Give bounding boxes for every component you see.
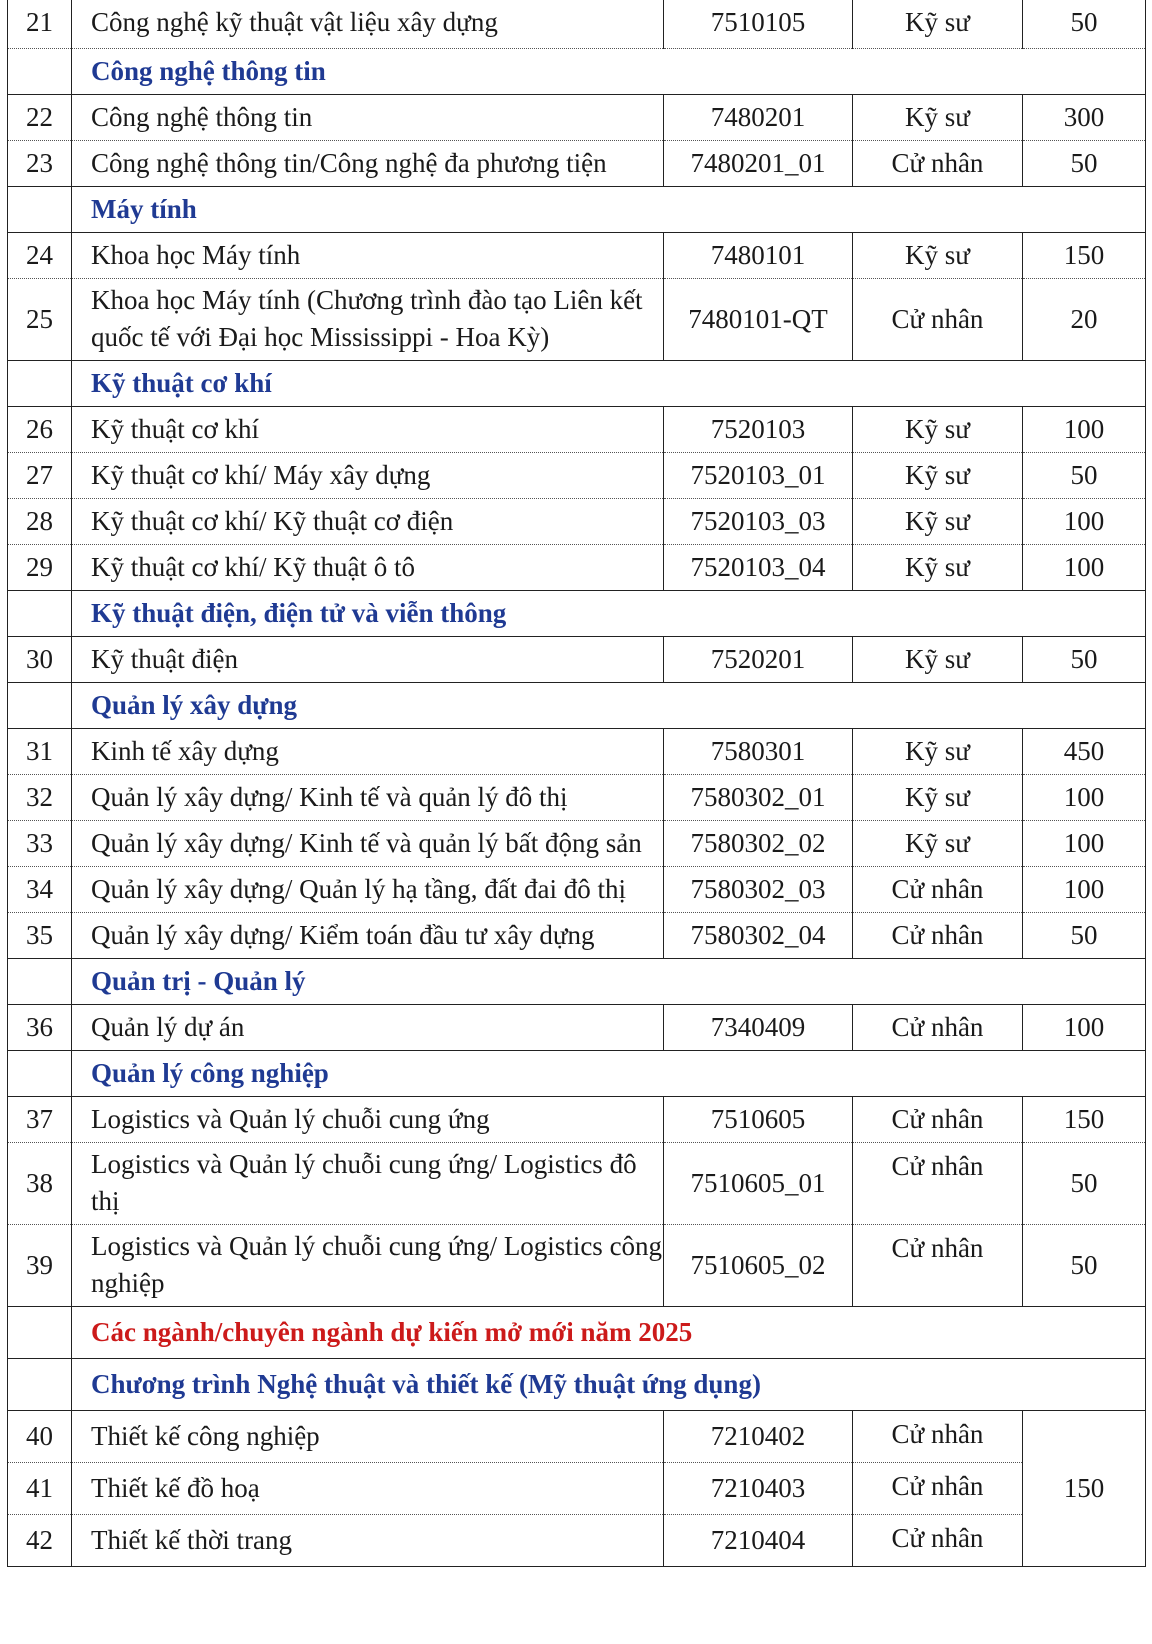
major-name: Quản lý dự án (72, 1004, 664, 1050)
major-code: 7480101-QT (664, 278, 853, 360)
degree-type: Kỹ sư (853, 452, 1023, 498)
major-code: 7510605_01 (664, 1142, 853, 1224)
quota-value: 100 (1023, 498, 1146, 544)
section-header-row (8, 682, 1146, 728)
degree-type: Cử nhân (853, 1514, 1023, 1566)
major-code: 7210402 (664, 1410, 853, 1462)
row-number: 42 (8, 1514, 72, 1566)
major-code: 7340409 (664, 1004, 853, 1050)
table-row (8, 636, 1146, 682)
major-code: 7520201 (664, 636, 853, 682)
degree-type: Kỹ sư (853, 774, 1023, 820)
major-name: Kỹ thuật điện (72, 636, 664, 682)
table-row (8, 1142, 1146, 1224)
major-name: Kỹ thuật cơ khí (72, 406, 664, 452)
major-name: Quản lý xây dựng/ Kiểm toán đầu tư xây dựng (72, 912, 664, 958)
major-code: 7210403 (664, 1462, 853, 1514)
degree-type: Kỹ sư (853, 636, 1023, 682)
row-number: 32 (8, 774, 72, 820)
major-name: Kỹ thuật cơ khí/ Kỹ thuật ô tô (72, 544, 664, 590)
section-header-row (8, 1050, 1146, 1096)
table-row (8, 0, 1146, 48)
major-name: Quản lý xây dựng/ Kinh tế và quản lý bất động sản (72, 820, 664, 866)
degree-type: Cử nhân (853, 1410, 1023, 1462)
major-code: 7580302_02 (664, 820, 853, 866)
degree-type: Cử nhân (853, 1462, 1023, 1514)
row-number: 27 (8, 452, 72, 498)
row-number: 29 (8, 544, 72, 590)
section-title: Quản trị - Quản lý (72, 958, 1146, 1004)
major-code: 7480101 (664, 232, 853, 278)
table-row (8, 728, 1146, 774)
degree-type: Kỹ sư (853, 820, 1023, 866)
row-number: 34 (8, 866, 72, 912)
major-name: Quản lý xây dựng/ Quản lý hạ tầng, đất đai đô thị (72, 866, 664, 912)
row-number: 37 (8, 1096, 72, 1142)
degree-type: Cử nhân (853, 1004, 1023, 1050)
row-number: 40 (8, 1410, 72, 1462)
row-number: 21 (8, 0, 72, 48)
row-number: 33 (8, 820, 72, 866)
section-title-new-programs: Các ngành/chuyên ngành dự kiến mở mới năm 2025 (72, 1306, 1146, 1358)
major-code: 7580302_04 (664, 912, 853, 958)
section-header-row (8, 590, 1146, 636)
degree-type: Cử nhân (853, 912, 1023, 958)
quota-value: 50 (1023, 1142, 1146, 1224)
major-name: Công nghệ thông tin/Công nghệ đa phương tiện (72, 140, 664, 186)
degree-type: Kỹ sư (853, 544, 1023, 590)
section-title: Công nghệ thông tin (72, 48, 1146, 94)
table-row (8, 912, 1146, 958)
major-name: Quản lý xây dựng/ Kinh tế và quản lý đô thị (72, 774, 664, 820)
section-title: Máy tính (72, 186, 1146, 232)
major-code: 7520103_03 (664, 498, 853, 544)
row-number: 39 (8, 1224, 72, 1306)
major-code: 7510605_02 (664, 1224, 853, 1306)
quota-value: 100 (1023, 866, 1146, 912)
quota-value: 50 (1023, 636, 1146, 682)
row-number: 25 (8, 278, 72, 360)
table-row (8, 140, 1146, 186)
row-number: 36 (8, 1004, 72, 1050)
section-title: Quản lý xây dựng (72, 682, 1146, 728)
major-name: Logistics và Quản lý chuỗi cung ứng (72, 1096, 664, 1142)
major-name: Kinh tế xây dựng (72, 728, 664, 774)
table-row (8, 94, 1146, 140)
quota-value: 50 (1023, 140, 1146, 186)
major-name: Thiết kế thời trang (72, 1514, 664, 1566)
row-number: 23 (8, 140, 72, 186)
table-row (8, 1462, 1146, 1514)
section-header-row (8, 1306, 1146, 1358)
row-number: 28 (8, 498, 72, 544)
table-row (8, 1514, 1146, 1566)
section-title: Quản lý công nghiệp (72, 1050, 1146, 1096)
quota-value: 100 (1023, 406, 1146, 452)
table-row (8, 498, 1146, 544)
section-title: Kỹ thuật điện, điện tử và viễn thông (72, 590, 1146, 636)
quota-value: 150 (1023, 232, 1146, 278)
section-header-row (8, 48, 1146, 94)
degree-type: Kỹ sư (853, 406, 1023, 452)
table-row (8, 1410, 1146, 1462)
major-name: Kỹ thuật cơ khí/ Máy xây dựng (72, 452, 664, 498)
table-row (8, 1096, 1146, 1142)
degree-type: Kỹ sư (853, 498, 1023, 544)
table-row (8, 820, 1146, 866)
section-header-row (8, 958, 1146, 1004)
quota-value: 100 (1023, 774, 1146, 820)
degree-type: Cử nhân (853, 1224, 1023, 1306)
admissions-quota-table (7, 0, 1146, 1567)
major-name: Kỹ thuật cơ khí/ Kỹ thuật cơ điện (72, 498, 664, 544)
major-code: 7580302_01 (664, 774, 853, 820)
major-code: 7480201_01 (664, 140, 853, 186)
row-number: 41 (8, 1462, 72, 1514)
row-number: 22 (8, 94, 72, 140)
degree-type: Kỹ sư (853, 232, 1023, 278)
degree-type: Cử nhân (853, 866, 1023, 912)
degree-type: Kỹ sư (853, 728, 1023, 774)
row-number: 30 (8, 636, 72, 682)
table-row (8, 544, 1146, 590)
major-code: 7210404 (664, 1514, 853, 1566)
row-number: 38 (8, 1142, 72, 1224)
table-row (8, 452, 1146, 498)
major-code: 7520103_01 (664, 452, 853, 498)
major-name: Thiết kế công nghiệp (72, 1410, 664, 1462)
major-name: Công nghệ thông tin (72, 94, 664, 140)
major-name: Công nghệ kỹ thuật vật liệu xây dựng (72, 0, 664, 48)
quota-value-merged: 150 (1023, 1410, 1146, 1566)
table-row (8, 278, 1146, 360)
degree-type: Cử nhân (853, 278, 1023, 360)
major-name: Thiết kế đồ hoạ (72, 1462, 664, 1514)
major-name: Khoa học Máy tính (Chương trình đào tạo Liên kết quốc tế với Đại học Mississippi - Hoa Kỳ) (72, 278, 664, 360)
quota-value: 20 (1023, 278, 1146, 360)
table-row (8, 1004, 1146, 1050)
row-number: 26 (8, 406, 72, 452)
major-code: 7520103 (664, 406, 853, 452)
quota-value: 100 (1023, 544, 1146, 590)
quota-value: 50 (1023, 452, 1146, 498)
degree-type: Kỹ sư (853, 94, 1023, 140)
section-header-row (8, 360, 1146, 406)
major-code: 7580301 (664, 728, 853, 774)
quota-value: 150 (1023, 1096, 1146, 1142)
quota-value: 100 (1023, 820, 1146, 866)
section-title: Kỹ thuật cơ khí (72, 360, 1146, 406)
table-row (8, 774, 1146, 820)
major-name: Logistics và Quản lý chuỗi cung ứng/ Logistics công nghiệp (72, 1224, 664, 1306)
major-code: 7510605 (664, 1096, 853, 1142)
degree-type: Cử nhân (853, 1096, 1023, 1142)
table-row (8, 406, 1146, 452)
table-row (8, 232, 1146, 278)
major-name: Logistics và Quản lý chuỗi cung ứng/ Logistics đô thị (72, 1142, 664, 1224)
table-row (8, 1224, 1146, 1306)
row-number: 35 (8, 912, 72, 958)
degree-type: Cử nhân (853, 1142, 1023, 1224)
quota-value: 50 (1023, 0, 1146, 48)
major-name: Khoa học Máy tính (72, 232, 664, 278)
quota-value: 450 (1023, 728, 1146, 774)
section-header-row (8, 1358, 1146, 1410)
table-row (8, 866, 1146, 912)
row-number: 24 (8, 232, 72, 278)
major-code: 7580302_03 (664, 866, 853, 912)
quota-value: 100 (1023, 1004, 1146, 1050)
row-number: 31 (8, 728, 72, 774)
quota-value: 50 (1023, 1224, 1146, 1306)
major-code: 7480201 (664, 94, 853, 140)
section-header-row (8, 186, 1146, 232)
degree-type: Cử nhân (853, 140, 1023, 186)
major-code: 7520103_04 (664, 544, 853, 590)
major-code: 7510105 (664, 0, 853, 48)
section-title: Chương trình Nghệ thuật và thiết kế (Mỹ thuật ứng dụng) (72, 1358, 1146, 1410)
quota-value: 50 (1023, 912, 1146, 958)
quota-value: 300 (1023, 94, 1146, 140)
degree-type: Kỹ sư (853, 0, 1023, 48)
